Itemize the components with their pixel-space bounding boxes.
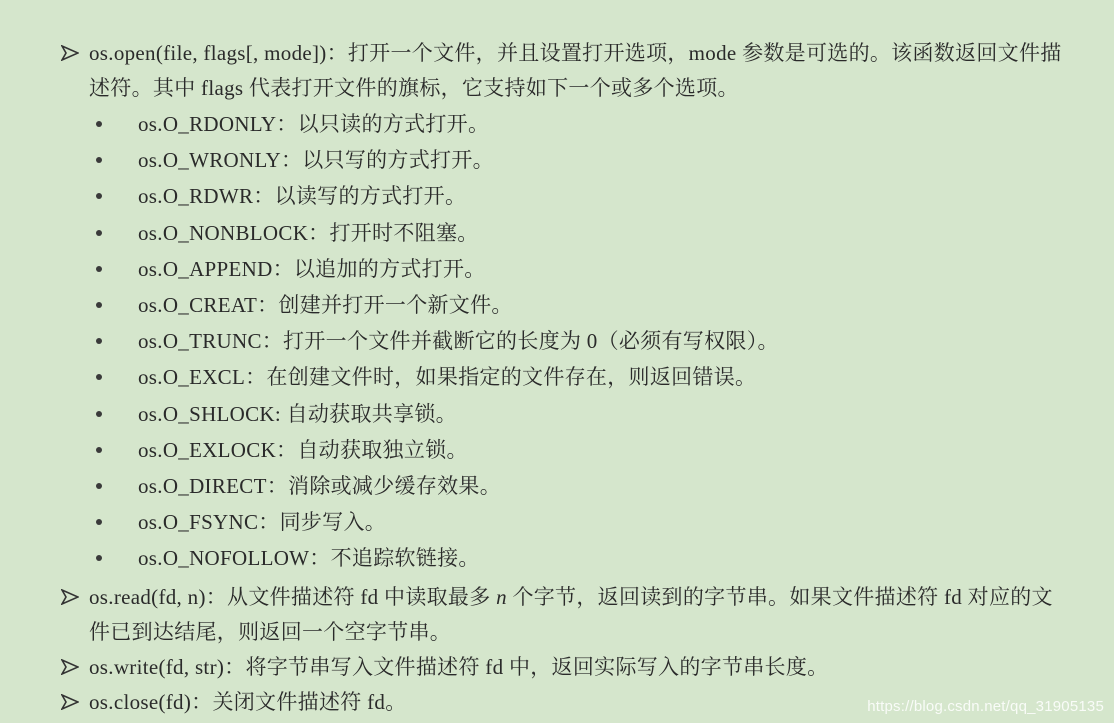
- flag-label: os.O_CREAT：创建并打开一个新文件。: [138, 293, 513, 317]
- right-arrowhead-icon: [60, 580, 82, 615]
- flag-label: os.O_NOFOLLOW：不追踪软链接。: [138, 546, 480, 571]
- bullet-dot-icon: [96, 193, 102, 199]
- os-read-entry: [60, 580, 1070, 650]
- os-write-entry: [60, 650, 1070, 685]
- flag-label: os.O_FSYNC：同步写入。: [138, 510, 387, 535]
- watermark-url: https://blog.csdn.net/qq_31905135: [867, 698, 1104, 715]
- right-arrowhead-icon: [60, 36, 82, 71]
- right-arrowhead-icon: [60, 650, 82, 685]
- os-open-entry: [60, 36, 1070, 106]
- flag-label: os.O_APPEND：以追加的方式打开。: [138, 256, 486, 281]
- bullet-dot-icon: [96, 374, 102, 380]
- bullet-dot-icon: [96, 338, 102, 344]
- bullet-dot-icon: [96, 555, 102, 561]
- flag-label: os.O_EXLOCK：自动获取独立锁。: [138, 437, 468, 462]
- bullet-dot-icon: [96, 157, 102, 163]
- bullet-dot-icon: [96, 447, 102, 453]
- flag-label: os.O_TRUNC：打开一个文件并截断它的长度为 0（必须有写权限）。: [138, 329, 779, 354]
- flag-label: os.O_NONBLOCK：打开时不阻塞。: [138, 220, 479, 245]
- bullet-dot-icon: [96, 519, 102, 525]
- bullet-dot-icon: [96, 411, 102, 417]
- flag-label: os.O_RDONLY：以只读的方式打开。: [138, 112, 490, 136]
- os-close-description: os.close(fd)：关闭文件描述符 fd。: [89, 690, 407, 714]
- os-read-description: os.read(fd, n)：从文件描述符 fd 中读取最多 n 个字节，返回读到的字节串。如果文件描述符 fd 对应的文件已到达结尾，则返回一个空字节串。: [89, 585, 1053, 644]
- bullet-dot-icon: [96, 121, 102, 127]
- flag-label: os.O_DIRECT：消除或减少缓存效果。: [138, 474, 502, 498]
- right-arrowhead-icon: [60, 685, 82, 720]
- os-write-description: os.write(fd, str)：将字节串写入文件描述符 fd 中，返回实际写入的字节串长度。: [89, 655, 829, 679]
- bullet-dot-icon: [96, 483, 102, 489]
- flag-label: os.O_WRONLY：以只写的方式打开。: [138, 148, 494, 173]
- flag-label: os.O_EXCL：在创建文件时，如果指定的文件存在，则返回错误。: [138, 365, 757, 390]
- bullet-dot-icon: [96, 266, 102, 272]
- flag-label: os.O_SHLOCK: 自动获取共享锁。: [138, 401, 457, 426]
- flag-label: os.O_RDWR：以读写的方式打开。: [138, 184, 467, 209]
- bullet-dot-icon: [96, 230, 102, 236]
- os-open-description: os.open(file, flags[, mode])：打开一个文件，并且设置打开选项，mode 参数是可选的。该函数返回文件描述符。其中 flags 代表打开文件的旗标，它支持如下一个或多个选项。: [89, 41, 1062, 100]
- bullet-dot-icon: [96, 302, 102, 308]
